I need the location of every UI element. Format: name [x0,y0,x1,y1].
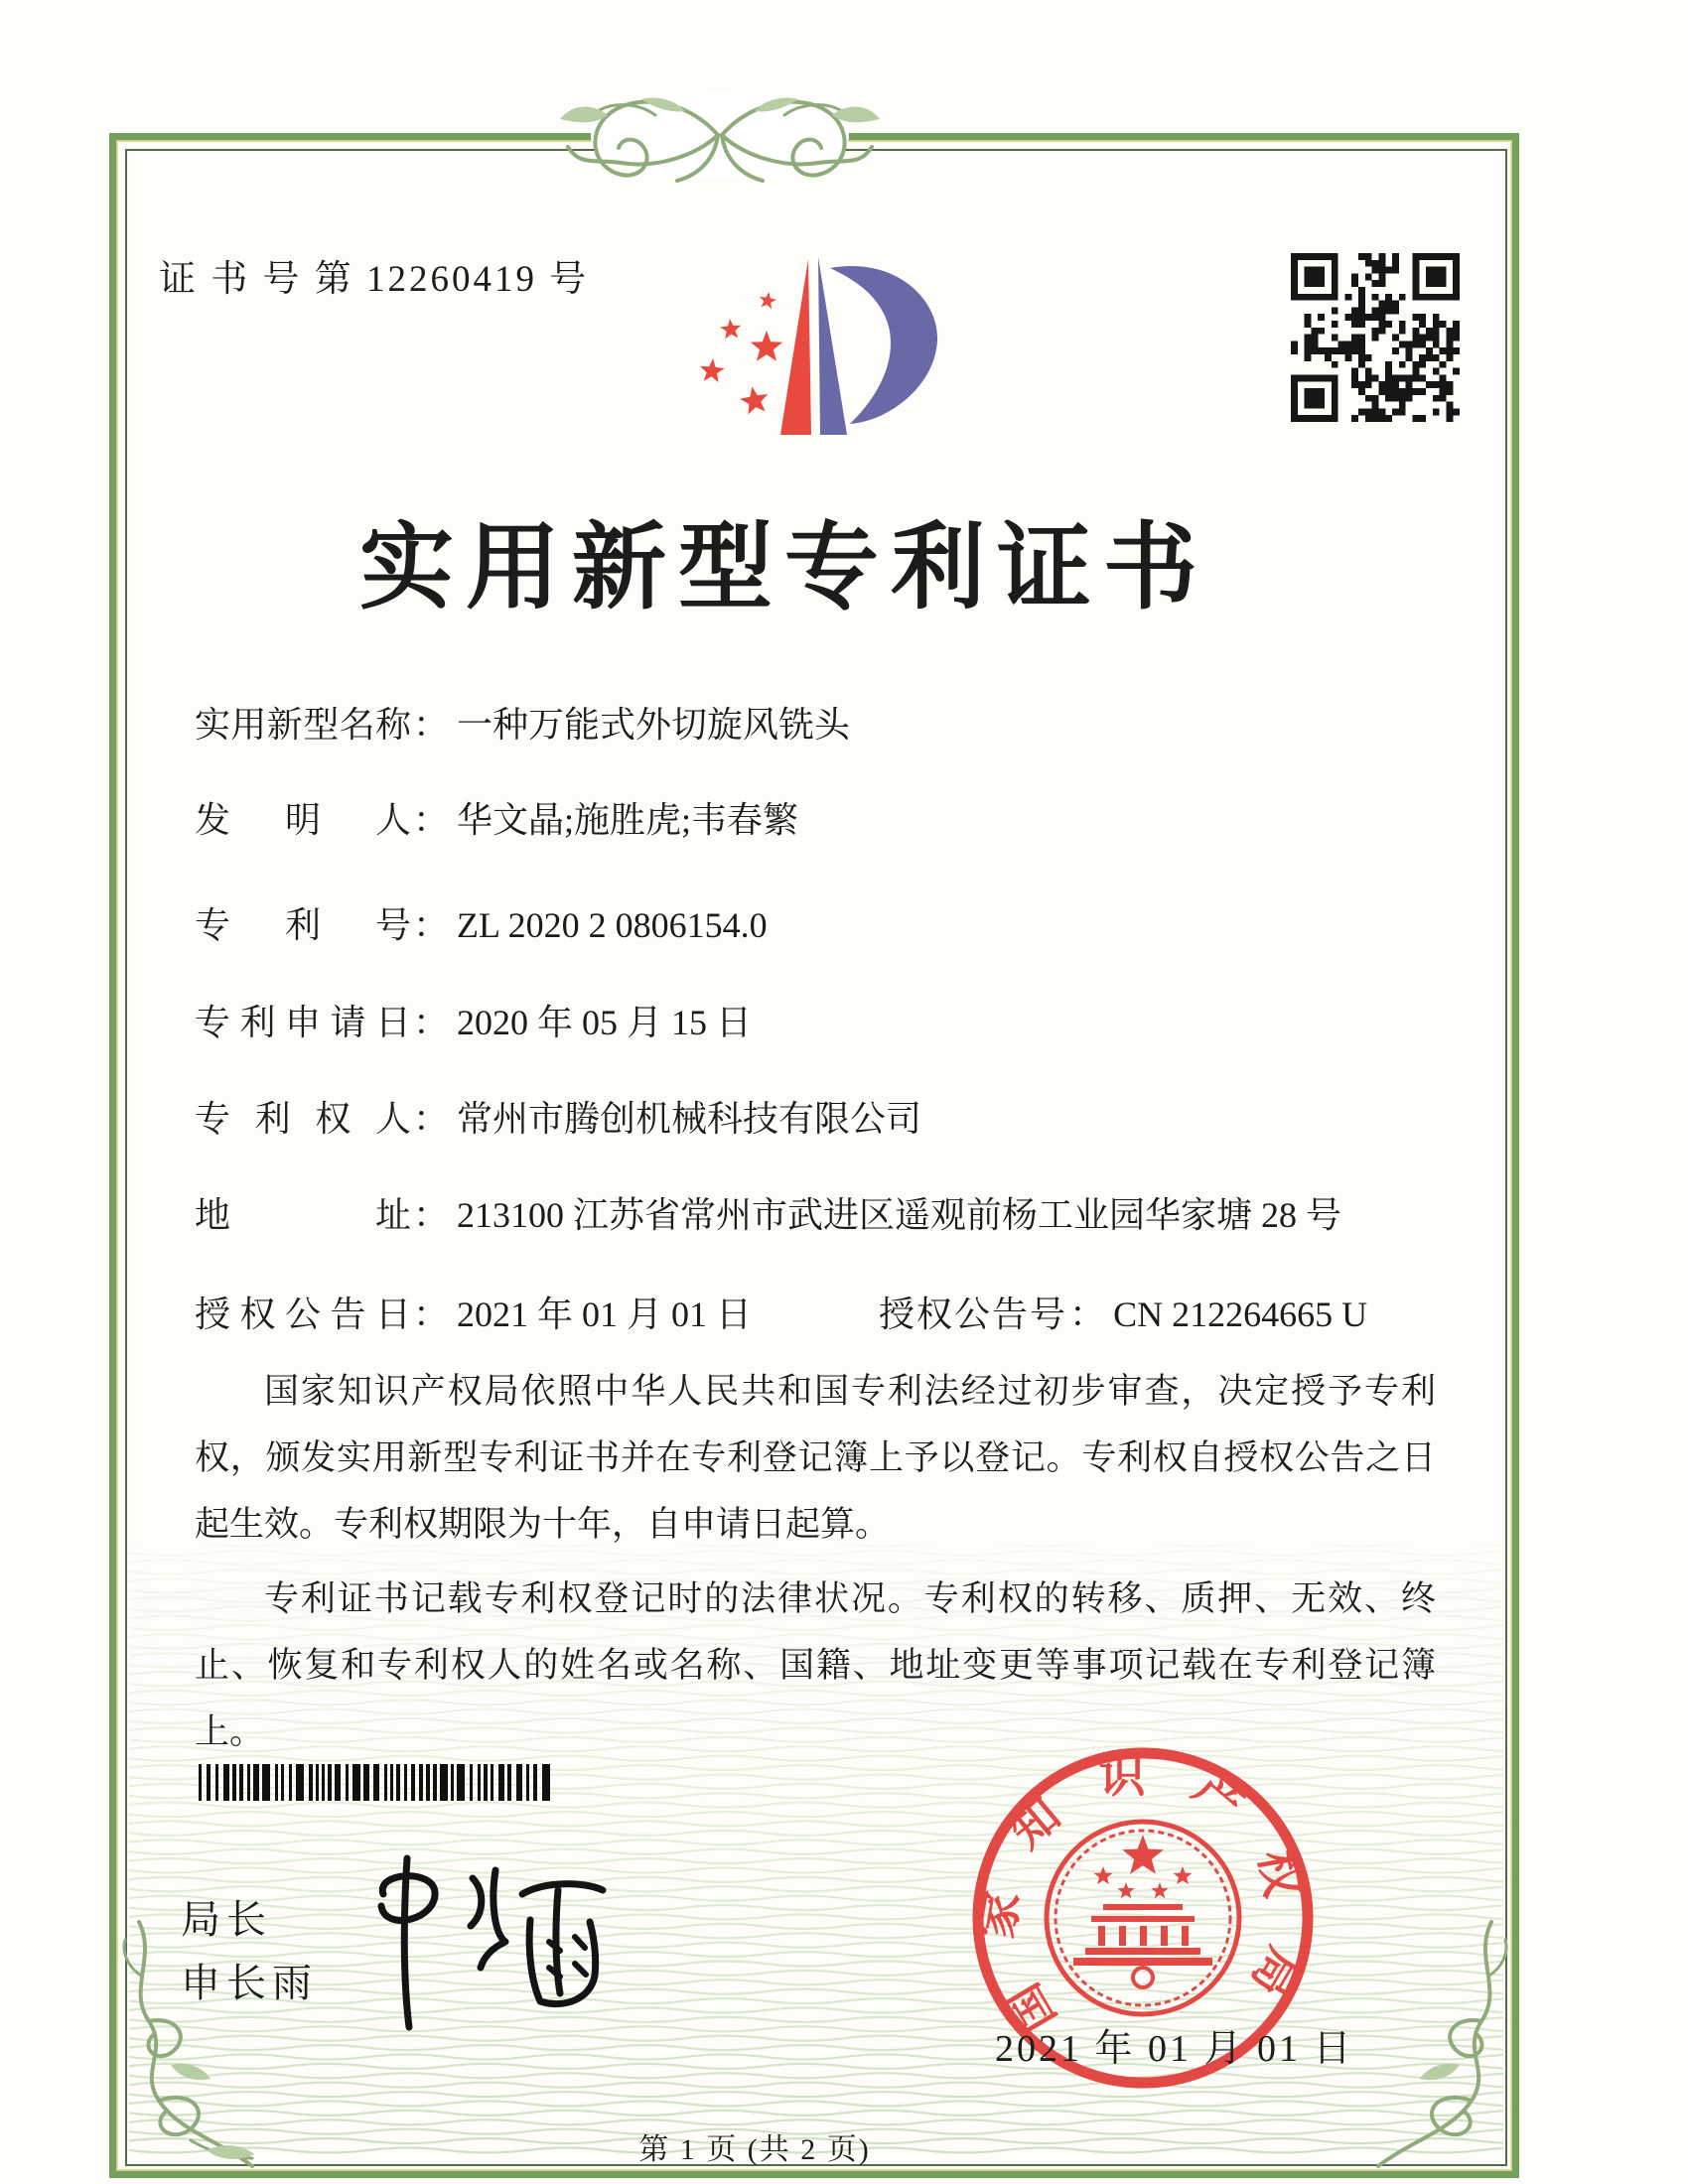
field-pair-grant-number [879,1291,1367,1338]
field-value: 一种万能式外切旋风铣头 [457,705,851,745]
national-emblem [1047,1822,1239,2014]
qr-code [1291,253,1460,422]
field-colon: ： [413,905,450,945]
field-label: 专利申请日 [195,1003,411,1042]
field-value: 2021 年 01 月 01 日 [457,1295,753,1334]
field-row-patentee [195,1095,921,1143]
top-center-flourish-ornament [536,81,904,191]
field-label: 专利权人 [195,1099,411,1139]
field-label: 授权公告日 [195,1295,411,1334]
field-value: CN 212264665 U [1113,1295,1368,1334]
field-colon: ： [413,1003,450,1042]
seal-ring-text: 国家知识产权局 [970,1751,1316,2041]
field-colon: ： [413,705,450,745]
field-colon: ： [413,800,450,840]
field-label: 专利号 [195,905,411,945]
field-row-address [195,1191,1341,1239]
field-colon: ： [413,1195,450,1235]
bottom-right-flourish-ornament [1370,1916,1519,2176]
field-row-utility-model-name [195,701,850,749]
field-value: 华文晶;施胜虎;韦春繁 [457,800,799,840]
legal-paragraph-2: 专利证书记载专利权登记时的法律状况。专利权的转移、质押、无效、终止、恢复和专利权人的姓名或名称、国籍、地址变更等事项记载在专利登记簿上。 [195,1579,1436,1751]
barcode [199,1764,552,1801]
certificate-number: 证 书 号 第 12260419 号 [159,259,590,300]
field-row-application-date [195,999,752,1046]
field-value: 常州市腾创机械科技有限公司 [457,1099,922,1139]
page-number-footer: 第 1 页 (共 2 页) [638,2133,871,2166]
issuer-role: 局长 [181,1898,272,1942]
seal-date: 2021 年 01 月 01 日 [995,2028,1354,2070]
issuer-name: 申长雨 [181,1962,318,2005]
field-label: 实用新型名称 [195,705,411,745]
field-colon: ： [413,1099,450,1139]
field-row-grant-announcement [195,1291,1367,1338]
field-label: 地址 [195,1195,411,1235]
field-value: 2020 年 05 月 15 日 [457,1003,753,1042]
handwritten-signature [346,1843,614,2036]
field-colon: ： [1069,1295,1106,1334]
svg-text:国家知识产权局 [971,1751,1315,2041]
field-row-patent-number [195,901,768,949]
document-title: 实用新型专利证书 [358,515,1209,620]
field-label: 授权公告号 [879,1295,1068,1334]
field-label: 发明人 [195,800,411,840]
legal-text-block [195,1358,1436,1765]
legal-paragraph-1: 国家知识产权局依照中华人民共和国专利法经过初步审查，决定授予专利权，颁发实用新型专利证书并在专利登记簿上予以登记。专利权自授权公告之日起生效。专利权期限为十年，自申请日起算。 [195,1372,1436,1544]
field-colon: ： [413,1295,450,1334]
field-row-inventors [195,796,798,844]
field-value: 213100 江苏省常州市武进区遥观前杨工业园华家塘 28 号 [457,1195,1342,1235]
field-value: ZL 2020 2 0806154.0 [457,905,768,945]
cnipa-logo [645,220,943,437]
